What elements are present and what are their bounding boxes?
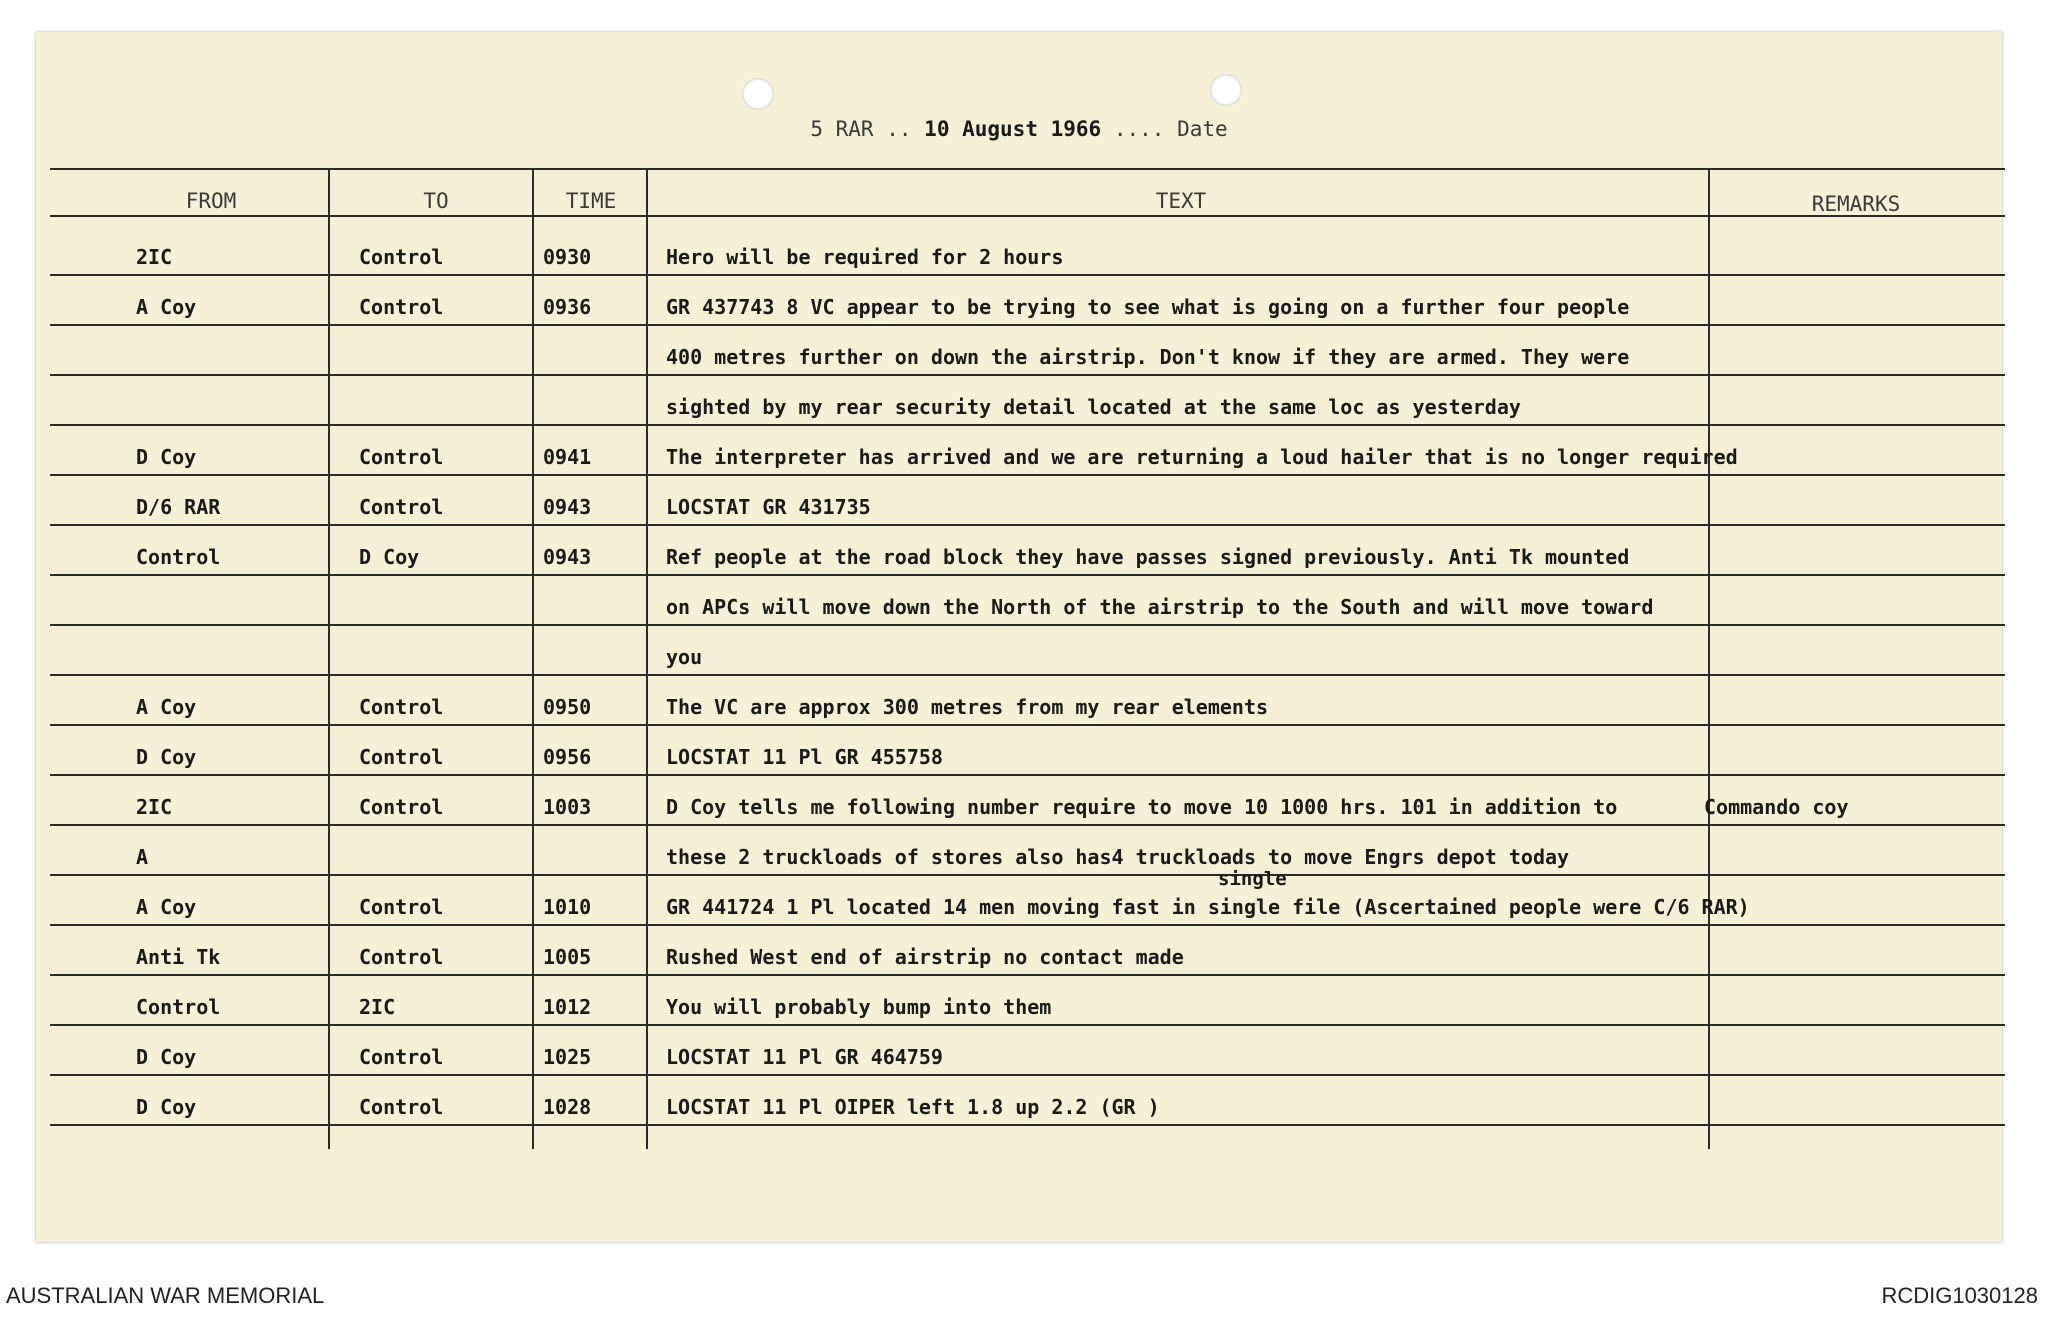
table-row <box>36 882 2002 932</box>
table-row <box>36 582 2002 632</box>
row-text: GR 437743 8 VC appear to be trying to see what is going on a further four people <box>666 295 1630 319</box>
row-time: 1025 <box>543 1045 592 1069</box>
row-time: 0943 <box>543 495 592 519</box>
row-time: 1012 <box>543 995 592 1019</box>
row-to: Control <box>359 1095 444 1119</box>
table-row <box>36 432 2002 482</box>
column-header-remarks: REMARKS <box>1811 192 1901 216</box>
row-text: you <box>666 645 703 669</box>
row-text: You will probably bump into them <box>666 995 1052 1019</box>
row-text: LOCSTAT 11 Pl OIPER left 1.8 up 2.2 (GR ) <box>666 1095 1160 1119</box>
table-row <box>36 1082 2002 1132</box>
row-to: D Coy <box>359 545 420 569</box>
row-from: A Coy <box>136 295 197 319</box>
table-row <box>36 1032 2002 1082</box>
table-top-rule <box>50 168 2005 170</box>
row-text: D Coy tells me following number require to move 10 1000 hrs. 101 in addition to <box>666 795 1618 819</box>
table-row <box>36 732 2002 782</box>
row-to: Control <box>359 445 444 469</box>
column-header-text: TEXT <box>1155 189 1207 213</box>
row-time: 1005 <box>543 945 592 969</box>
table-row <box>36 382 2002 432</box>
row-from: A <box>136 845 149 869</box>
table-row <box>36 532 2002 582</box>
row-time: 0930 <box>543 245 592 269</box>
row-to: Control <box>359 945 444 969</box>
table-row <box>36 832 2002 882</box>
row-from: D Coy <box>136 1095 197 1119</box>
row-from: 2IC <box>136 795 173 819</box>
row-text: GR 441724 1 Pl located 14 men moving fast in single file (Ascertained people were C/6 RAR) <box>666 895 1750 919</box>
row-remarks: Commando coy <box>1704 795 1849 819</box>
row-to: Control <box>359 1045 444 1069</box>
row-to: Control <box>359 695 444 719</box>
footer-id: RCDIG1030128 <box>1881 1283 2038 1308</box>
row-text: 400 metres further on down the airstrip. Don't know if they are armed. They were <box>666 345 1630 369</box>
footer-source: AUSTRALIAN WAR MEMORIAL <box>6 1283 325 1308</box>
row-time: 0943 <box>543 545 592 569</box>
row-time: 0941 <box>543 445 592 469</box>
row-from: D/6 RAR <box>136 495 221 519</box>
row-text: these 2 truckloads of stores also has4 truckloads to move Engrs depot today <box>666 845 1570 869</box>
table-row <box>36 682 2002 732</box>
row-time: 0950 <box>543 695 592 719</box>
row-to: Control <box>359 245 444 269</box>
row-from: D Coy <box>136 1045 197 1069</box>
table-row <box>36 782 2002 832</box>
row-time: 1003 <box>543 795 592 819</box>
row-text: sighted by my rear security detail located at the same loc as yesterday <box>666 395 1521 419</box>
unit-name: 5 RAR <box>810 117 874 141</box>
row-to: Control <box>359 895 444 919</box>
column-header-time: TIME <box>565 189 617 213</box>
row-text: LOCSTAT 11 Pl GR 455758 <box>666 745 943 769</box>
row-text: LOCSTAT 11 Pl GR 464759 <box>666 1045 943 1069</box>
row-from: D Coy <box>136 745 197 769</box>
log-sheet <box>36 32 2002 1242</box>
row-time: 1010 <box>543 895 592 919</box>
row-from: Control <box>136 545 221 569</box>
column-header-from: FROM <box>185 189 237 213</box>
row-text: LOCSTAT GR 431735 <box>666 495 871 519</box>
sheet-header <box>36 117 2002 141</box>
row-time: 1028 <box>543 1095 592 1119</box>
table-row <box>36 332 2002 382</box>
row-from: Anti Tk <box>136 945 221 969</box>
row-to: Control <box>359 745 444 769</box>
row-from: Control <box>136 995 221 1019</box>
table-row <box>36 482 2002 532</box>
row-to: Control <box>359 295 444 319</box>
date-label: Date <box>1177 117 1228 141</box>
row-to: Control <box>359 795 444 819</box>
table-row <box>36 982 2002 1032</box>
row-from: A Coy <box>136 895 197 919</box>
row-from: A Coy <box>136 695 197 719</box>
row-from: D Coy <box>136 445 197 469</box>
table-row <box>36 282 2002 332</box>
row-to: Control <box>359 495 444 519</box>
header-bottom-rule <box>50 215 2005 217</box>
header-dots-2: .... <box>1113 117 1165 141</box>
table-row <box>36 632 2002 682</box>
row-text: Ref people at the road block they have passes signed previously. Anti Tk mounted <box>666 545 1630 569</box>
row-to: 2IC <box>359 995 396 1019</box>
row-time: 0936 <box>543 295 592 319</box>
column-header-to: TO <box>423 189 449 213</box>
row-text: The VC are approx 300 metres from my rear elements <box>666 695 1269 719</box>
row-text: Rushed West end of airstrip no contact made <box>666 945 1184 969</box>
table-row <box>36 932 2002 982</box>
log-date: 10 August 1966 <box>924 117 1102 141</box>
row-from: 2IC <box>136 245 173 269</box>
header-dots: .. <box>886 117 912 141</box>
row-time: 0956 <box>543 745 592 769</box>
punch-hole-right <box>1210 74 1242 106</box>
row-text: Hero will be required for 2 hours <box>666 245 1064 269</box>
punch-hole-left <box>742 78 774 110</box>
table-row <box>36 232 2002 282</box>
row-text: The interpreter has arrived and we are returning a loud hailer that is no longer required <box>666 445 1738 469</box>
overwrite-correction: single <box>1218 868 1287 890</box>
row-text: on APCs will move down the North of the airstrip to the South and will move toward <box>666 595 1654 619</box>
